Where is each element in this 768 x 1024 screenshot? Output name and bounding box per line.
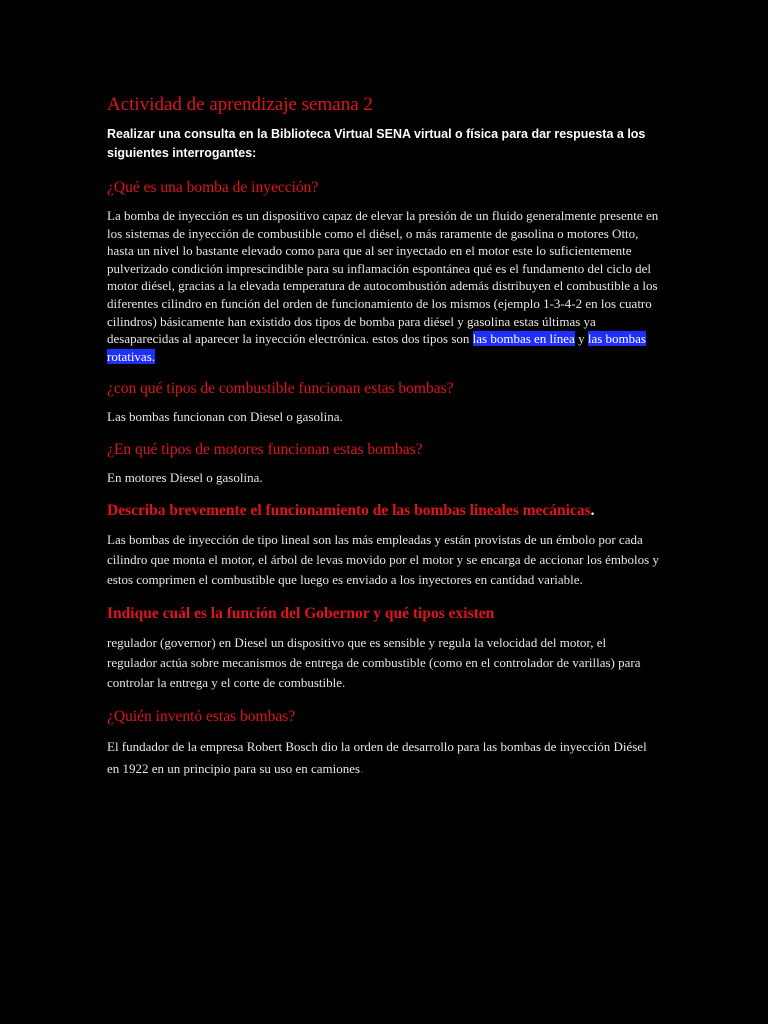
answer-6-text: El fundador de la empresa Robert Bosch dio la orden de desarrollo para las bombas de inyección Diésel en 1922 en un principio para su uso en camiones — [107, 738, 647, 776]
document-content — [107, 93, 659, 793]
answer-3: En motores Diesel o gasolina. — [107, 469, 263, 485]
question-1: ¿Qué es una bomba de inyección? — [107, 179, 319, 196]
answer-4: Las bombas de inyección de tipo lineal son las más empleadas y están provistas de un émbolo por cada cilindro que monta el motor, el árbol de levas movido por el motor y se encarga de accionar los émbolos y estos comprimen el combustible que luego es enviado a los inyectores en cantidad variable. — [107, 531, 659, 587]
answer-2: Las bombas funcionan con Diesel o gasolina. — [107, 409, 343, 425]
question-4-text: Describa brevemente el funcionamiento de las bombas lineales mecánicas — [107, 501, 591, 519]
question-5: Indique cuál es la función del Gobernor y qué tipos existen — [107, 604, 495, 622]
question-4-period: . — [590, 501, 595, 519]
answer-6-period: . — [360, 760, 364, 776]
answer-5: regulador (governor) en Diesel un dispositivo que es sensible y regula la velocidad del motor, el regulador actúa sobre mecanismos de entrega de combustible (como en el controlador de varillas) para controlar la entrega y el corte de combustible. — [107, 634, 641, 690]
document-intro: Realizar una consulta en la Biblioteca Virtual SENA virtual o física para dar respuesta a los siguientes interrogantes: — [107, 127, 646, 160]
link-bombas-en-linea[interactable]: las bombas en línea — [472, 331, 575, 347]
link-bombas-rotativas[interactable]: las bombas rotativas. — [107, 331, 646, 364]
question-3: ¿En qué tipos de motores funcionan estas bombas? — [107, 440, 423, 458]
question-6: ¿Quién inventó estas bombas? — [107, 707, 296, 725]
question-2: ¿con qué tipos de combustible funcionan estas bombas? — [107, 380, 454, 398]
document-title: Actividad de aprendizaje semana 2 — [107, 94, 373, 115]
question-4 — [107, 500, 659, 521]
answer-1-connector: y — [574, 331, 588, 347]
answer-1-text: La bomba de inyección es un dispositivo capaz de elevar la presión de un fluido generalmente presente en los sistemas de inyección de combustible como el diésel, o más raramente de gasolina o motores Otto, hasta un nivel lo bastante elevado como para que al ser inyectado en el motor este lo suficientemente pulverizado condición imprescindible para su inflamación espontánea qué es el fundamento del ciclo del motor diésel, gracias a la elevada temperatura de autocombustión además distribuyen el combustible a los diferentes cilindro en función del orden de funcionamiento de los mismos (ejemplo 1-3-4-2 en los cuatro cilindros) básicamente han existido dos tipos de bomba para diésel y gasolina estas últimas ya desaparecidas al aparecer la inyección electrónica. estos dos tipos son — [107, 208, 659, 347]
answer-6 — [107, 736, 659, 780]
answer-1 — [107, 207, 659, 365]
